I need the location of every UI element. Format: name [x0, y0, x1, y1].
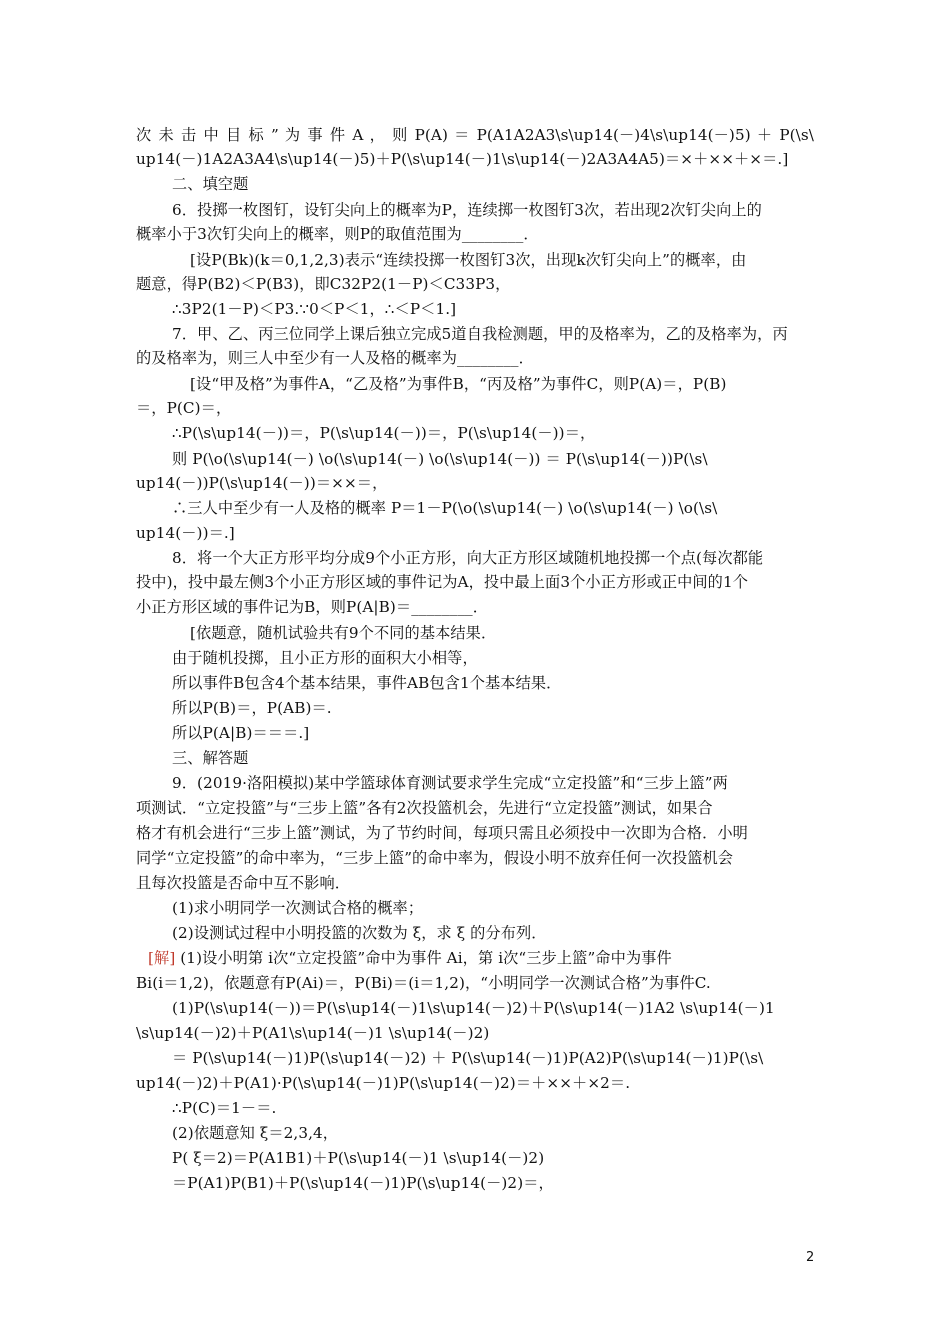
text-line: ∴P(C)＝1－＝. — [172, 1099, 277, 1117]
text-line: 则 P(\o(\s\up14(－) \o(\s\up14(－) \o(\s\up14(－)) ＝ P(\s\up14(－))P(\s\ — [172, 450, 708, 468]
text-line: P( ξ＝2)＝P(A1B1)＋P(\s\up14(－)1 \s\up14(－)2) — [172, 1149, 545, 1167]
text-line: ∴P(\s\up14(－))＝，P(\s\up14(－))＝，P(\s\up14(－))＝， — [172, 424, 596, 442]
text-line: 所以P(B)＝，P(AB)＝. — [172, 699, 332, 717]
text-line: 所以P(A|B)＝＝＝.] — [172, 724, 310, 742]
text-line: 二、填空题 — [172, 175, 249, 193]
text-line: up14(－)1A2A3A4\s\up14(－)5)＋P(\s\up14(－)1\s\up14(－)2A3A4A5)＝×＋××＋×＝.] — [136, 150, 789, 168]
line-text: (1)设小明第 i次“立定投篮”命中为事件 Ai，第 i次“三步上篮”命中为事件 — [180, 949, 672, 967]
text-line: 项测试．“立定投篮”与“三步上篮”各有2次投篮机会，先进行“立定投篮”测试，如果合 — [136, 799, 713, 817]
text-line: (1)P(\s\up14(－))＝P(\s\up14(－)1\s\up14(－)2)＋P(\s\up14(－)1A2 \s\up14(－)1 — [172, 999, 775, 1017]
text-line: 所以事件B包含4个基本结果，事件AB包含1个基本结果． — [172, 674, 562, 692]
text-line: [设P(Bk)(k＝0,1,2,3)表示“连续投掷一枚图钉3次，出现k次钉尖向上”的概率，由 — [190, 251, 747, 269]
text-line: 9．(2019·洛阳模拟)某中学篮球体育测试要求学生完成“立定投篮”和“三步上篮”两 — [172, 774, 728, 792]
text-line: up14(－))＝.] — [136, 524, 235, 542]
text-line: 同学“立定投篮”的命中率为，“三步上篮”的命中率为，假设小明不放弃任何一次投篮机会 — [136, 849, 734, 867]
text-line: 6．投掷一枚图钉，设钉尖向上的概率为P，连续掷一枚图钉3次，若出现2次钉尖向上的 — [172, 201, 762, 219]
text-line: [依题意，随机试验共有9个不同的基本结果． — [190, 624, 497, 642]
text-line: ＝P(A1)P(B1)＋P(\s\up14(－)1)P(\s\up14(－)2)＝， — [172, 1174, 554, 1192]
text-line: 由于随机投掷，且小正方形的面积大小相等， — [172, 649, 478, 667]
text-line: ∴三人中至少有一人及格的概率 P＝1－P(\o(\s\up14(－) \o(\s\up14(－) \o(\s\ — [172, 499, 718, 517]
text-line: (2)依题意知 ξ＝2,3,4， — [172, 1124, 339, 1142]
text-line: 7．甲、乙、丙三位同学上课后独立完成5道自我检测题，甲的及格率为，乙的及格率为，丙 — [172, 325, 788, 343]
text-line: 8．将一个大正方形平均分成9个小正方形，向大正方形区域随机地投掷一个点(每次都能 — [172, 549, 764, 567]
text-line: 三、解答题 — [172, 749, 249, 767]
text-line — [148, 946, 672, 970]
text-line: 格才有机会进行“三步上篮”测试，为了节约时间，每项只需且必须投中一次即为合格．小明 — [136, 824, 748, 842]
text-line: ＝，P(C)＝， — [136, 399, 232, 417]
page-number: 2 — [806, 1250, 815, 1265]
text-line: ∴3P2(1－P)＜P3.∵0＜P＜1，∴＜P＜1.] — [172, 300, 457, 318]
text-line: ＝ P(\s\up14(－)1)P(\s\up14(－)2) ＋ P(\s\up14(－)1)P(A2)P(\s\up14(－)1)P(\s\ — [172, 1049, 764, 1067]
text-line: 次 未 击 中 目 标 ” 为 事 件 A ， 则 P(A) ＝ P(A1A2A3\s\up14(－)4\s\up14(－)5) ＋ P(\s\ — [136, 126, 814, 144]
text-line: up14(－))P(\s\up14(－))＝××＝， — [136, 474, 388, 492]
text-line: (2)设测试过程中小明投篮的次数为 ξ，求 ξ 的分布列． — [172, 924, 547, 942]
text-line: 投中)，投中最左侧3个小正方形区域的事件记为A，投中最上面3个小正方形或正中间的1个 — [136, 573, 749, 591]
text-line: 概率小于3次钉尖向上的概率，则P的取值范围为________． — [136, 225, 539, 243]
solution-label: [解] — [148, 949, 176, 967]
text-line: Bi(i＝1,2)，依题意有P(Ai)＝，P(Bi)＝(i＝1,2)，“小明同学一次测试合格”为事件C. — [136, 974, 711, 992]
text-line: 且每次投篮是否命中互不影响． — [136, 874, 351, 892]
text-line: 小正方形区域的事件记为B，则P(A|B)＝________． — [136, 598, 489, 616]
text-line: [设“甲及格”为事件A，“乙及格”为事件B，“丙及格”为事件C，则P(A)＝，P(B) — [190, 375, 727, 393]
text-line: 题意，得P(B2)＜P(B3)，即C32P2(1－P)＜C33P3， — [136, 275, 511, 293]
text-line: (1)求小明同学一次测试合格的概率； — [172, 899, 424, 917]
text-line: up14(－)2)＋P(A1)·P(\s\up14(－)1)P(\s\up14(－)2)＝＋××＋×2＝. — [136, 1074, 631, 1092]
text-line: \s\up14(－)2)＋P(A1\s\up14(－)1 \s\up14(－)2) — [136, 1024, 490, 1042]
text-line: 的及格率为，则三人中至少有一人及格的概率为________． — [136, 349, 534, 367]
